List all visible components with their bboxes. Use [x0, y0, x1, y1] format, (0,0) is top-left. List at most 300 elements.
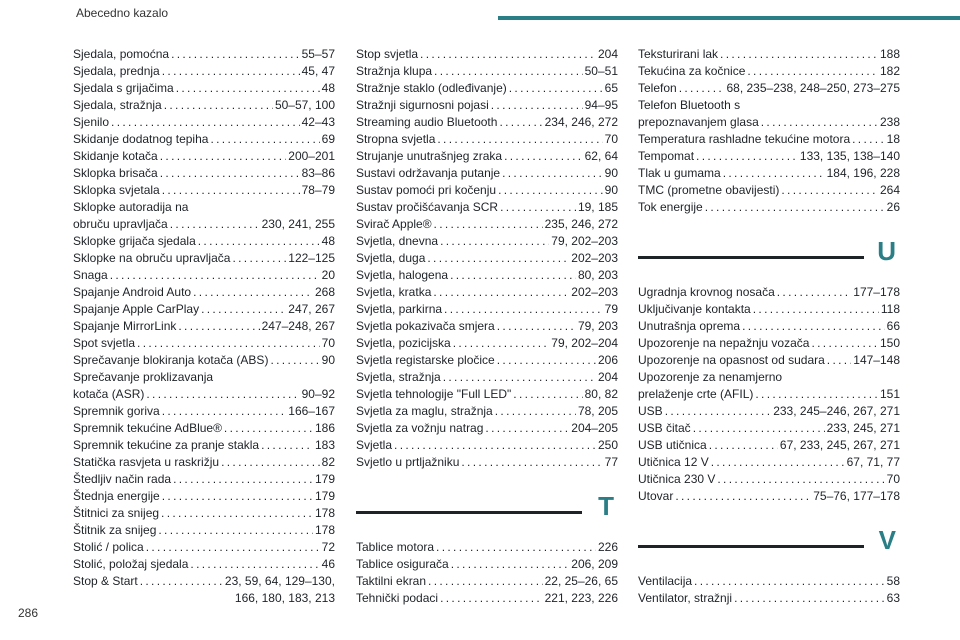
page-references: 90	[604, 183, 618, 197]
dot-leader	[504, 148, 583, 165]
dot-leader	[747, 63, 878, 80]
page-references: 50–57, 100	[274, 98, 335, 112]
index-entry	[73, 46, 335, 63]
page-number: 286	[18, 606, 39, 620]
page-references: 46	[321, 557, 335, 571]
index-entry	[356, 335, 618, 352]
dot-leader	[420, 46, 596, 63]
section-divider-rule	[356, 511, 582, 514]
dot-leader	[509, 80, 603, 97]
dot-leader	[171, 46, 300, 63]
index-term: Stražnja klupa	[356, 64, 433, 78]
page-references: 77	[604, 455, 618, 469]
dot-leader	[717, 471, 884, 488]
page-references: 70	[886, 472, 900, 486]
page-references: 80, 82	[584, 387, 618, 401]
page-references: 234, 246, 272	[544, 115, 618, 129]
dot-leader	[162, 403, 287, 420]
index-entry	[73, 454, 335, 471]
index-term: Tempomat	[638, 149, 695, 163]
page-references: 62, 64	[584, 149, 618, 163]
index-entry	[73, 284, 335, 301]
index-entry	[638, 454, 900, 471]
page-references: 78, 205	[577, 404, 618, 418]
index-term: Tablice osigurača	[356, 557, 449, 571]
index-term: Stop & Start	[73, 574, 138, 588]
index-term: Svjetlo u prtljažniku	[356, 455, 460, 469]
index-term: Taktilni ekran	[356, 574, 427, 588]
page-references: 179	[314, 472, 335, 486]
index-term: Stražnje staklo (odleđivanje)	[356, 81, 507, 95]
index-term: USB	[638, 404, 663, 418]
index-term: Tok energije	[638, 200, 703, 214]
dot-leader	[436, 539, 596, 556]
dot-leader	[428, 573, 543, 590]
index-term: Štitnik za snijeg	[73, 523, 157, 537]
index-entry	[638, 352, 900, 369]
letter-section-header	[638, 230, 900, 284]
index-term: Sklopke na obruču upravljača	[73, 251, 231, 265]
dot-leader	[158, 522, 313, 539]
index-term: Sjedala, stražnja	[73, 98, 162, 112]
index-entry	[73, 471, 335, 488]
page-references: 80, 203	[577, 268, 618, 282]
index-entry	[638, 335, 900, 352]
dot-leader	[777, 284, 852, 301]
dot-leader	[434, 216, 543, 233]
index-entry	[73, 488, 335, 505]
dot-leader	[201, 301, 286, 318]
page-references: 70	[321, 336, 335, 350]
index-entry	[356, 165, 618, 182]
dot-leader	[160, 165, 300, 182]
dot-leader	[270, 352, 319, 369]
index-term: Sklopka svjetala	[73, 183, 160, 197]
page-references: 204	[597, 370, 618, 384]
page-references: 70	[604, 132, 618, 146]
index-entry	[73, 352, 335, 369]
index-entry	[356, 573, 618, 590]
index-term: Tablice motora	[356, 540, 435, 554]
dot-leader	[852, 131, 885, 148]
index-term: Temperatura rashladne tekućine motora	[638, 132, 851, 146]
index-term: Sprečavanje blokiranja kotača (ABS)	[73, 353, 269, 367]
dot-leader	[497, 318, 576, 335]
index-term: Upozorenje na opasnost od sudara	[638, 353, 825, 367]
index-term: Svjetla za vožnju natrag	[356, 421, 484, 435]
index-entry	[73, 63, 335, 80]
index-entry	[73, 301, 335, 318]
dot-leader	[173, 471, 313, 488]
index-term: Spajanje Android Auto	[73, 285, 192, 299]
page-references: 48	[321, 81, 335, 95]
index-term: Utičnica 230 V	[638, 472, 716, 486]
section-letter: U	[877, 236, 896, 266]
dot-leader	[675, 488, 811, 505]
dot-leader	[711, 454, 845, 471]
index-entry	[73, 318, 335, 335]
dot-leader	[709, 437, 778, 454]
index-entry	[356, 301, 618, 318]
dot-leader	[160, 148, 287, 165]
dot-leader	[224, 420, 313, 437]
page-references: 178	[314, 523, 335, 537]
index-term: Štitnici za snijeg	[73, 506, 160, 520]
index-term: Svjetla, dnevna	[356, 234, 439, 248]
index-term: Ventilacija	[638, 574, 693, 588]
dot-leader	[811, 335, 878, 352]
index-term: Snaga	[73, 268, 108, 282]
section-divider-rule	[638, 256, 864, 259]
dot-leader	[498, 182, 603, 199]
dot-leader	[502, 165, 603, 182]
dot-leader	[495, 403, 576, 420]
index-entry	[73, 539, 335, 556]
index-term: Svjetla tehnologije "Full LED"	[356, 387, 512, 401]
index-term: Skidanje dodatnog tepiha	[73, 132, 209, 146]
index-entry	[73, 216, 335, 233]
page-references: 188	[879, 47, 900, 61]
dot-leader	[437, 131, 602, 148]
index-term: prelaženje crte (AFIL)	[638, 387, 754, 401]
page-references: 67, 71, 77	[846, 455, 900, 469]
index-term: Svjetla	[356, 438, 393, 452]
index-entry	[73, 573, 335, 590]
index-entry	[356, 63, 618, 80]
page-references: 69	[321, 132, 335, 146]
index-entry	[356, 318, 618, 335]
running-header-title: Abecedno kazalo	[76, 6, 169, 20]
index-entry	[73, 97, 335, 114]
dot-leader	[742, 318, 885, 335]
index-term: Svjetla za maglu, stražnja	[356, 404, 493, 418]
dot-leader	[497, 352, 596, 369]
index-term: Ugradnja krovnog nosača	[638, 285, 775, 299]
page-references: 151	[879, 387, 900, 401]
index-entry	[356, 97, 618, 114]
index-entry	[356, 284, 618, 301]
dot-leader	[232, 250, 286, 267]
index-entry	[73, 131, 335, 148]
index-term: obruču upravljača	[73, 217, 168, 231]
dot-leader	[485, 420, 569, 437]
page-references: 45, 47	[301, 64, 335, 78]
index-entry	[356, 148, 618, 165]
index-entry	[638, 131, 900, 148]
index-term: Svirač Apple®	[356, 217, 432, 231]
index-column-3	[638, 46, 900, 607]
page-references: 179	[314, 489, 335, 503]
index-entry	[356, 80, 618, 97]
index-entry	[356, 131, 618, 148]
index-entry	[73, 233, 335, 250]
index-entry	[638, 403, 900, 420]
index-entry	[356, 369, 618, 386]
index-entry	[73, 386, 335, 403]
page-references: 50–51	[584, 64, 618, 78]
index-entry	[356, 590, 618, 607]
index-term: Utičnica 12 V	[638, 455, 709, 469]
dot-leader	[461, 454, 602, 471]
index-column-1	[73, 46, 335, 607]
index-term: TMC (prometne obavijesti)	[638, 183, 780, 197]
dot-leader	[162, 63, 300, 80]
page-references: 66	[886, 319, 900, 333]
page-references: 183	[314, 438, 335, 452]
page-references-continued: 166, 180, 183, 213	[234, 591, 335, 605]
index-term: Ventilator, stražnji	[638, 591, 733, 605]
dot-leader	[198, 233, 320, 250]
index-entry	[638, 318, 900, 335]
index-entry	[73, 403, 335, 420]
index-term: Sjedala s grijačima	[73, 81, 174, 95]
section-letter: V	[878, 525, 896, 555]
index-term: kotača (ASR)	[73, 387, 145, 401]
index-term: Tehnički podaci	[356, 591, 439, 605]
dot-leader	[137, 335, 320, 352]
index-term-line: Sklopke autoradija na	[73, 200, 189, 214]
dot-leader	[427, 250, 569, 267]
index-entry	[356, 454, 618, 471]
section-letter: T	[598, 491, 614, 521]
index-entry	[356, 250, 618, 267]
index-term: Svjetla pokazivača smjera	[356, 319, 495, 333]
page-references: 184, 196, 228	[826, 166, 900, 180]
index-term: Sjedala, prednja	[73, 64, 160, 78]
dot-leader	[434, 63, 583, 80]
dot-leader	[723, 165, 825, 182]
index-term: Tekućina za kočnice	[638, 64, 746, 78]
page-references: 48	[321, 234, 335, 248]
dot-leader	[176, 80, 320, 97]
page-references: 147–148	[853, 353, 900, 367]
index-term: Svjetla, parkirna	[356, 302, 443, 316]
dot-leader	[440, 590, 543, 607]
dot-leader	[696, 148, 798, 165]
page-references: 247–248, 267	[261, 319, 335, 333]
index-entry	[73, 505, 335, 522]
index-entry	[356, 437, 618, 454]
index-term: Svjetla, halogena	[356, 268, 449, 282]
dot-leader	[513, 386, 582, 403]
index-term: prepoznavanjem glasa	[638, 115, 759, 129]
dot-leader	[162, 182, 300, 199]
index-term: Statička rasvjeta u raskrižju	[73, 455, 220, 469]
page-references: 94–95	[584, 98, 618, 112]
index-entry	[356, 556, 618, 573]
index-term: Sklopke grijača sjedala	[73, 234, 196, 248]
index-entry	[73, 556, 335, 573]
dot-leader	[705, 199, 885, 216]
page-references: 133, 135, 138–140	[799, 149, 900, 163]
index-term: USB utičnica	[638, 438, 707, 452]
page-references: 90–92	[301, 387, 335, 401]
index-entry	[638, 148, 900, 165]
dot-leader	[221, 454, 320, 471]
page-references: 221, 223, 226	[544, 591, 618, 605]
dot-leader	[261, 437, 313, 454]
dot-leader	[178, 318, 259, 335]
page-references: 65	[604, 81, 618, 95]
index-term: Spremnik tekućine AdBlue®	[73, 421, 222, 435]
index-entry	[638, 114, 900, 131]
index-entry	[73, 148, 335, 165]
index-entry	[638, 182, 900, 199]
index-entry	[638, 63, 900, 80]
dot-leader	[111, 114, 300, 131]
index-entry	[356, 352, 618, 369]
dot-leader	[170, 216, 260, 233]
index-entry	[638, 573, 900, 590]
index-entry	[73, 267, 335, 284]
letter-section-header	[638, 519, 900, 573]
page-references: 18	[886, 132, 900, 146]
index-term: Upozorenje na nepažnju vozača	[638, 336, 810, 350]
index-term: Sustav pročišćavanja SCR	[356, 200, 499, 214]
index-term: Spot svjetla	[73, 336, 136, 350]
page-references: 202–203	[571, 285, 618, 299]
dot-leader	[679, 80, 725, 97]
page-references: 26	[886, 200, 900, 214]
dot-leader	[161, 505, 313, 522]
index-term: Svjetla, duga	[356, 251, 426, 265]
index-term-line: Sprečavanje proklizavanja	[73, 370, 214, 384]
index-term: Stolić, položaj sjedala	[73, 557, 189, 571]
index-term: Streaming audio Bluetooth	[356, 115, 498, 129]
index-entry	[638, 284, 900, 301]
page-references: 233, 245, 271	[826, 421, 900, 435]
index-entry	[638, 199, 900, 216]
dot-leader	[450, 267, 576, 284]
dot-leader	[499, 114, 542, 131]
dot-leader	[665, 403, 772, 420]
index-entry	[356, 420, 618, 437]
dot-leader	[755, 386, 878, 403]
index-entry	[356, 386, 618, 403]
dot-leader	[110, 267, 320, 284]
index-term: Telefon	[638, 81, 677, 95]
index-entry	[638, 165, 900, 182]
index-term: Strujanje unutrašnjeg zraka	[356, 149, 503, 163]
index-term: Stolić / polica	[73, 540, 144, 554]
index-entry	[356, 182, 618, 199]
page-references: 67, 233, 245, 267, 271	[779, 438, 900, 452]
page-references: 178	[314, 506, 335, 520]
page-references: 177–178	[853, 285, 900, 299]
header-accent-bar	[498, 16, 960, 20]
index-column-2	[356, 46, 618, 607]
page-references: 206	[597, 353, 618, 367]
index-term: Stražnji sigurnosni pojasi	[356, 98, 489, 112]
page-references: 118	[880, 302, 900, 316]
dot-leader	[193, 284, 313, 301]
index-entry	[73, 182, 335, 199]
index-entry	[638, 386, 900, 403]
index-term: Uključivanje kontakta	[638, 302, 751, 316]
page-references: 58	[886, 574, 900, 588]
index-term: Svjetla registarske pločice	[356, 353, 495, 367]
page-references: 202–203	[571, 251, 618, 265]
page-references: 166–167	[288, 404, 335, 418]
index-entry	[638, 46, 900, 63]
page-references: 122–125	[288, 251, 335, 265]
page-references: 82	[321, 455, 335, 469]
dot-leader	[753, 301, 879, 318]
dot-leader	[500, 199, 576, 216]
page-references: 79, 202–204	[551, 336, 618, 350]
page-references: 90	[321, 353, 335, 367]
page-references: 23, 59, 64, 129–130,	[224, 574, 335, 588]
dot-leader	[146, 386, 299, 403]
index-term: Spajanje Apple CarPlay	[73, 302, 200, 316]
index-entry	[638, 301, 900, 318]
page-references: 182	[879, 64, 900, 78]
index-entry	[73, 80, 335, 97]
index-term: Sustavi održavanja putanje	[356, 166, 501, 180]
index-entry	[638, 488, 900, 505]
index-entry	[73, 114, 335, 131]
index-term-line: Telefon Bluetooth s	[638, 98, 741, 112]
page-references: 238	[879, 115, 900, 129]
dot-leader	[451, 556, 570, 573]
page-references: 79, 203	[577, 319, 618, 333]
page-references: 264	[879, 183, 900, 197]
page-references: 150	[879, 336, 900, 350]
index-term: Štedljiv način rada	[73, 472, 172, 486]
index-entry	[356, 199, 618, 216]
index-term: Spajanje MirrorLink	[73, 319, 177, 333]
page-references: 20	[321, 268, 335, 282]
index-entry	[356, 403, 618, 420]
page-references: 63	[886, 591, 900, 605]
dot-leader	[761, 114, 878, 131]
dot-leader	[453, 335, 550, 352]
index-entry	[638, 471, 900, 488]
page-references: 90	[604, 166, 618, 180]
page-references: 75–76, 177–178	[813, 489, 900, 503]
index-term: Stop svjetla	[356, 47, 419, 61]
index-term: Tlak u gumama	[638, 166, 721, 180]
index-term-line: Upozorenje za nenamjerno	[638, 370, 783, 384]
index-term: Spremnik goriva	[73, 404, 160, 418]
dot-leader	[210, 131, 319, 148]
index-term: Svjetla, kratka	[356, 285, 432, 299]
index-entry	[638, 80, 900, 97]
page-references: 72	[321, 540, 335, 554]
index-entry	[73, 522, 335, 539]
index-term: Spremnik tekućine za pranje stakla	[73, 438, 260, 452]
index-term: Štednja energije	[73, 489, 160, 503]
index-term: Sustav pomoći pri kočenju	[356, 183, 497, 197]
index-term: Sjedala, pomoćna	[73, 47, 170, 61]
dot-leader	[162, 488, 313, 505]
index-entry	[73, 250, 335, 267]
page-references: 247, 267	[288, 302, 335, 316]
page-references: 226	[597, 540, 618, 554]
page-references: 204	[597, 47, 618, 61]
index-entry	[356, 267, 618, 284]
index-term: Svjetla, pozicijska	[356, 336, 451, 350]
page-references: 79, 202–203	[551, 234, 618, 248]
index-entry	[356, 46, 618, 63]
page-references: 235, 246, 272	[544, 217, 618, 231]
dot-leader	[440, 233, 549, 250]
index-term: Sklopka brisača	[73, 166, 158, 180]
index-term: Sjenilo	[73, 115, 110, 129]
dot-leader	[720, 46, 878, 63]
index-term: Skidanje kotača	[73, 149, 158, 163]
page-references: 233, 245–246, 267, 271	[773, 404, 900, 418]
